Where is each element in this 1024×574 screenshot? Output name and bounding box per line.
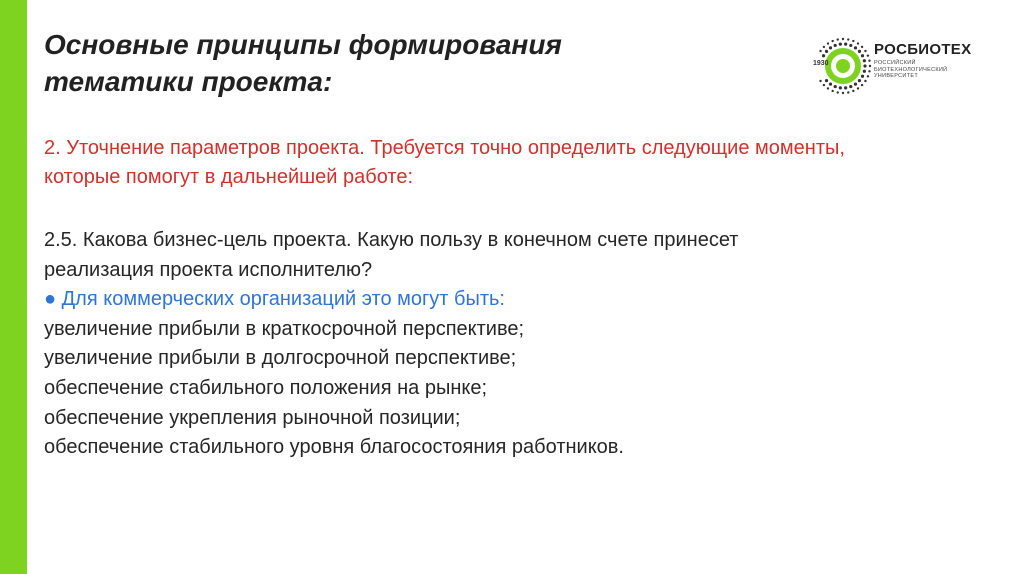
logo-subtitle-line-3: УНИВЕРСИТЕТ <box>874 73 918 79</box>
left-accent-bar <box>0 0 27 574</box>
logo-text <box>874 42 971 80</box>
bullet-heading: ● Для коммерческих организаций это могут быть: <box>44 288 505 311</box>
section-heading-line-1: 2. Уточнение параметров проекта. Требуется точно определить следующие моменты, <box>44 137 845 159</box>
slide-title-line-2: тематики проекта: <box>44 66 333 97</box>
logo-subtitle <box>874 60 971 80</box>
slide-title-line-1: Основные принципы формирования <box>44 29 562 60</box>
question-line-2: реализация проекта исполнителю? <box>44 258 373 281</box>
question-line-1: 2.5. Какова бизнес-цель проекта. Какую пользу в конечном счете принесет <box>44 229 739 251</box>
slide-title <box>44 26 664 100</box>
section-heading-line-2: которые помогут в дальнейшей работе: <box>44 166 414 188</box>
list-item: обеспечение стабильного положения на рынке; <box>44 376 488 399</box>
body-content <box>44 226 1004 463</box>
section-heading <box>44 134 1004 192</box>
logo-year: 1930 <box>813 60 829 67</box>
university-logo <box>812 34 992 98</box>
list-item: увеличение прибыли в долгосрочной перспективе; <box>44 347 517 370</box>
list-item: увеличение прибыли в краткосрочной перспективе; <box>44 317 525 340</box>
logo-subtitle-line-1: РОССИЙСКИЙ <box>874 60 916 66</box>
list-item: обеспечение укрепления рыночной позиции; <box>44 406 461 429</box>
list-item: обеспечение стабильного уровня благосостояния работников. <box>44 436 624 459</box>
logo-subtitle-line-2: БИОТЕХНОЛОГИЧЕСКИЙ <box>874 66 948 73</box>
logo-name: РОСБИОТЕХ <box>874 41 972 58</box>
